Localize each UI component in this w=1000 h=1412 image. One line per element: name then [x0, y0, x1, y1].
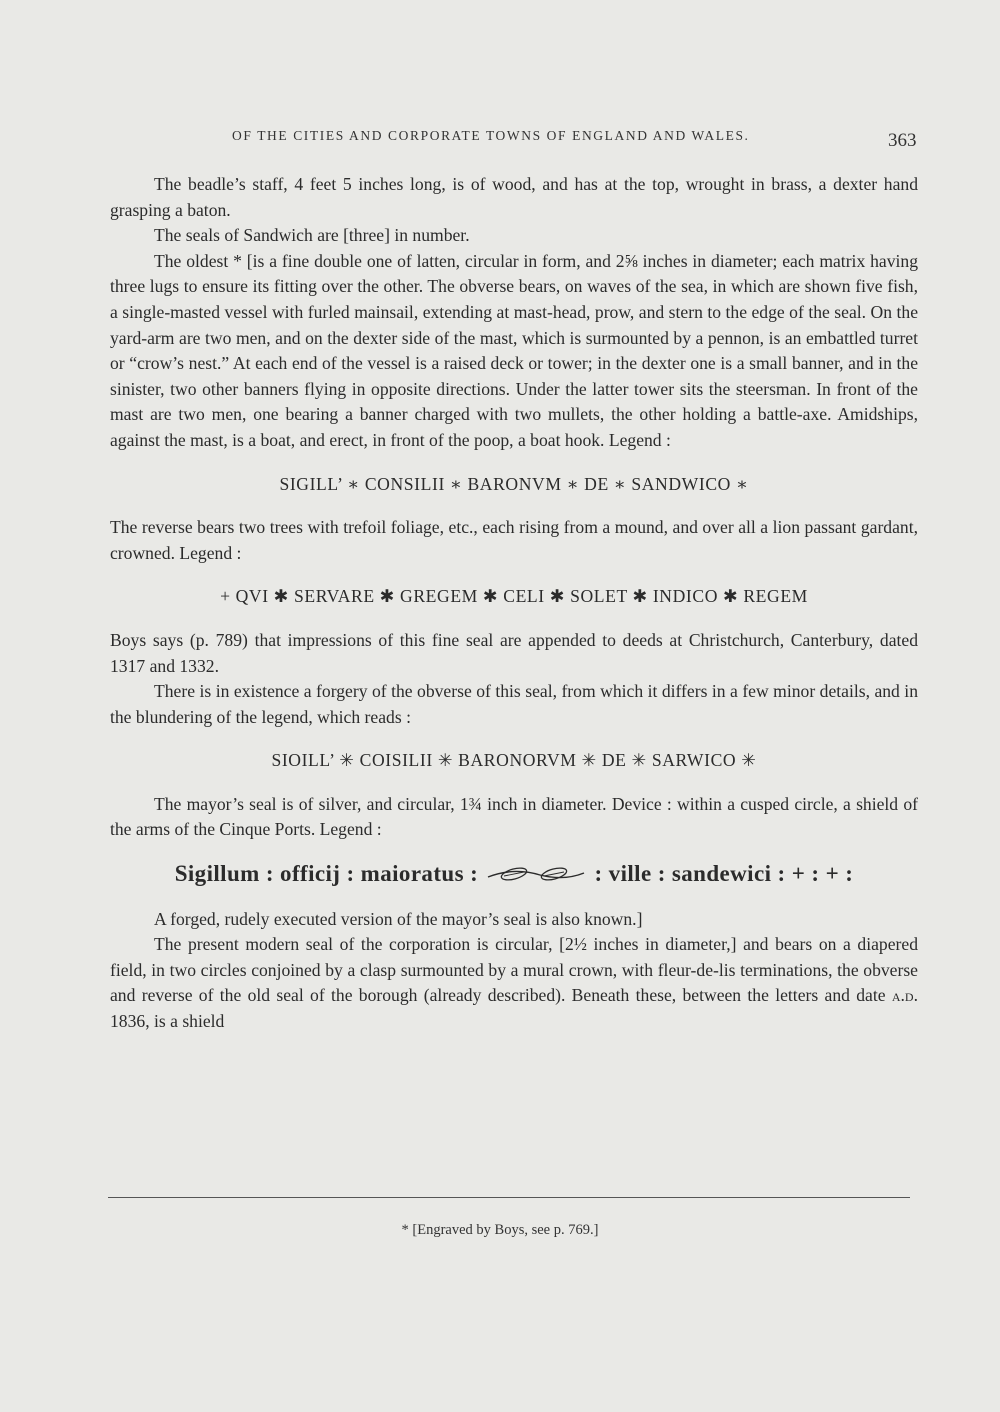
- modern-seal-text-a: The present modern seal of the corporation is circular, [2½ inches in diameter,] and bears on a diapered field, in two circles conjoined by a clasp surmounted by a mural crown, with fleur-de-lis terminations, the obverse and reverse of the old seal of the borough (already described). Beneath these, between the letters and date: [110, 934, 918, 1006]
- page-number: 363: [888, 130, 917, 151]
- paragraph-mayor-seal: The mayor’s seal is of silver, and circular, 1¾ inch in diameter. Device : within a cusped circle, a shield of the arms of the Cinque Ports. Legend :: [110, 793, 918, 840]
- legend-reverse: + QVI ✱ SERVARE ✱ GREGEM ✱ CELI ✱ SOLET ✱ INDICO ✱ REGEM: [220, 586, 808, 607]
- leaf-sprig-icon: [484, 861, 588, 891]
- legend-mayor-left: Sigillum : officij : maioratus :: [174, 861, 479, 887]
- paragraph-boys: Boys says (p. 789) that impressions of this fine seal are appended to deeds at Christchurch, Canterbury, dated 1317 and 1332.: [110, 629, 918, 676]
- paragraph-modern-seal: [110, 932, 918, 1034]
- legend-mayor-right: : ville : sandewici : + : + :: [594, 861, 854, 887]
- modern-seal-era: a.d.: [891, 985, 918, 1006]
- legend-forgery: SIOILL’ ✳ COISILII ✳ BARONORVM ✳ DE ✳ SARWICO ✳: [271, 750, 757, 771]
- running-title: OF THE CITIES AND CORPORATE TOWNS OF ENGLAND AND WALES.: [232, 128, 750, 143]
- paragraph-forgery: There is in existence a forgery of the obverse of this seal, from which it differs in a few minor details, and in the blundering of the legend, which reads :: [110, 681, 918, 727]
- modern-seal-text-b: 1836, is a shield: [110, 1011, 225, 1032]
- paragraph-reverse: The reverse bears two trees with trefoil foliage, etc., each rising from a mound, and over all a lion passant gardant, crowned. Legend :: [110, 517, 918, 563]
- paragraph-oldest-seal: The oldest * [is a fine double one of latten, circular in form, and 2⅝ inches in diameter; each matrix having three lugs to ensure its fitting over the other. The obverse bears, on waves of the sea, in which are shown five fish, a single-masted vessel with furled mainsail, extending at mast-head, prow, and stern to the edge of the seal. On the yard-arm are two men, and on the dexter side of the mast, which is surmounted by a pennon, is an embattled turret or “crow’s nest.” At each end of the vessel is a raised deck or tower; in the dexter one is a small banner, and in the sinister, two other banners flying in opposite directions. Under the latter tower sits the steersman. In front of the mast are two men, one bearing a banner charged with two mullets, the other holding a battle-axe. Amidships, against the mast, is a boat, and erect, in front of the poop, a boat hook. Legend :: [110, 250, 918, 450]
- paragraph-seals-count: The seals of Sandwich are [three] in number.: [154, 225, 470, 246]
- paragraph-forged-mayor: A forged, rudely executed version of the mayor’s seal is also known.]: [154, 908, 643, 929]
- legend-obverse: SIGILL’ ∗ CONSILII ∗ BARONVM ∗ DE ∗ SANDWICO ∗: [279, 473, 749, 494]
- paragraph-beadle-staff: The beadle’s staff, 4 feet 5 inches long, is of wood, and has at the top, wrought in brass, a dexter hand grasping a baton.: [110, 174, 918, 220]
- legend-mayor: [110, 861, 918, 891]
- body-text: [110, 172, 918, 1035]
- footnote-divider: [108, 1197, 910, 1198]
- footnote: * [Engraved by Boys, see p. 769.]: [401, 1222, 599, 1238]
